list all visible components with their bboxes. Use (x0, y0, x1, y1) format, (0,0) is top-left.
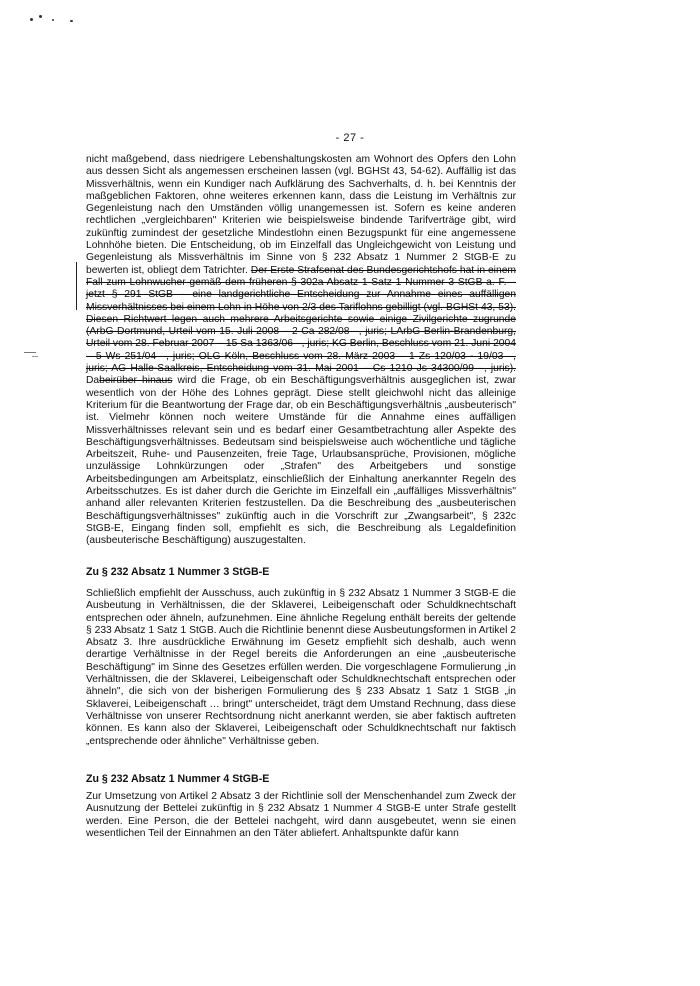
paragraph-1-text: nicht maßgebend, dass niedrigere Lebenshaltungskosten am Wohnort des Opfers den Lohn aus dessen Sicht als angemessen erscheinen lassen (vgl. BGHSt 43, 54-62). Auffällig ist das Missverhältnis, wenn ein Kundiger nach Aufklärung des Sachverhalts, d. h. bei Kenntnis der maßgeblichen Faktoren, ohne weiteres erkennen kann, dass die Leistung im Verhältnis zur Gegenleistung nach den Umständen völlig unangemessen ist. Sofern es keine anderen rechtlichen „vergleichbaren" Kriterien wie beispielsweise bindende Tarifverträge gibt, wird zukünftig zumindest der gesetzliche Mindestlohn einen Bezugspunkt für eine angemessene Lohnhöhe bieten. Die Entscheidung, ob im Einzelfall das Ungleichgewicht von Leistung und Gegenleistung als Missverhältnis im Sinne von § 232 Absatz 1 Nummer 2 StGB-E zu bewerten ist, obliegt dem Tatrichter. (86, 154, 516, 276)
paragraph-2: Schließlich empfiehlt der Ausschuss, auch zukünftig in § 232 Absatz 1 Nummer 3 StGB-E die Ausbeutung in Verhältnissen, die der Sklaverei, Leibeigenschaft oder Schuldknechtschaft entsprechen oder ähneln, aufzunehmen. Eine ähnliche Regelung enthält bereits der geltende § 233 Absatz 1 Satz 1 StGB. Auch die Richtlinie benennt diese Ausbeutungsformen in Artikel 2 Absatz 3. Ihre ausdrückliche Erwähnung im Gesetz empfiehlt sich deshalb, auch wenn derartige Verhältnisse in der Regel bereits die Anforderungen an eine „ausbeuterische Beschäftigung" im Sinne des Gesetzes erfüllen werden. Die vorgeschlagene Formulierung „in Verhältnissen, die der Sklaverei, Leibeigenschaft oder Schuldknechtschaft entsprechen oder ähneln", die sich von der bisherigen Formulierung des § 233 Absatz 1 Satz 1 StGB „in Sklaverei, Leibeigenschaft … bringt" unterscheidet, trägt dem Umstand Rechnung, dass diese Verhältnisse von unserer Rechtsordnung nicht anerkannt werden, sie aber faktisch auftreten können. Es kann also der Sklaverei, Leibeigenschaft oder Schuldknechtschaft nur faktisch „entsprechende oder ähnliche" Verhältnisse geben. (86, 588, 516, 747)
paragraph-3: Zur Umsetzung von Artikel 2 Absatz 3 der Richtlinie soll der Menschenhandel zum Zweck der Ausnutzung der Bettelei zukünftig in § 232 Absatz 1 Nummer 4 StGB-E unter Strafe gestellt werden. Eine Person, die der Bettelei nachgeht, wird dann ausgebeutet, wenn sie einen wesentlichen Teil der Einnahmen an den Täter abliefert. Anhaltspunkte dafür kann (86, 791, 516, 839)
scan-speck (30, 18, 33, 21)
struck-word: beirüber hinaus (99, 375, 173, 387)
paragraph-1-lead: Da (86, 375, 100, 387)
section-heading-nr4: Zu § 232 Absatz 1 Nummer 4 StGB-E (86, 773, 270, 785)
scan-speck (39, 15, 42, 18)
page-number: - 27 - (335, 132, 365, 144)
paragraph-1 (86, 154, 516, 548)
section-heading-nr3: Zu § 232 Absatz 1 Nummer 3 StGB-E (86, 566, 270, 578)
margin-mark (24, 352, 36, 353)
scan-speck (52, 19, 54, 21)
struck-passage: Der Erste Strafsenat des Bundesgerichtshofs hat in einem Fall zum Lohnwucher gemäß dem früheren § 302a Absatz 1 Satz 1 Nummer 3 StGB a. F. – jetzt § 291 StGB – eine landgerichtliche Entscheidung zur Annahme eines auffälligen Missverhältnisses bei einem Lohn in Höhe von 2/3 des Tariflohns gebilligt (vgl. BGHSt 43, 53). Diesen Richtwert legen auch mehrere Arbeitsgerichte sowie einige Zivilgerichte zugrunde (ArbG Dortmund, Urteil vom 15. Juli 2008 – 2 Ca 282/08 –, juris; LArbG Berlin-Brandenburg, Urteil vom 28. Februar 2007 – 15 Sa 1363/06 –, juris; KG Berlin, Beschluss vom 21. Juni 2004 – 5 Ws 251/04 –, juris; OLG Köln, Beschluss vom 28. März 2003 – 1 Zs 120/03 - 19/03 –, juris; AG Halle-Saalkreis, Entscheidung vom 31. Mai 2001 – Cs 1210 Js 34300/99 –, juris). (86, 264, 516, 375)
margin-mark (32, 356, 38, 357)
scan-speck (70, 20, 73, 22)
change-bar (76, 262, 77, 310)
paragraph-1-continued: wird die Frage, ob ein Beschäftigungsverhältnis ausgeglichen ist, zwar wesentlich von der Höhe des Lohnes geprägt. Diese stellt gleichwohl nicht das alleinige Kriterium für die Beantwortung der Frage dar, ob ein Beschäftigungsverhältnis „ausbeuterisch" ist. Vielmehr können noch weitere Umstände für die Annahme eines auffälligen Missverhältnisses relevant sein und es bedarf einer Gesamtbetrachtung aller Aspekte des Beschäftigungsverhältnisses. Bedeutsam sind beispielsweise auch wöchentliche und tägliche Arbeitszeit, Ruhe- und Pausenzeiten, freie Tage, Urlaubsansprüche, Provisionen, mögliche unzulässige Lohnkürzungen oder „Strafen" des Arbeitgebers und sonstige Arbeitsbedingungen am Arbeitsplatz, einschließlich der Einhaltung anerkannter Regeln des Arbeitsschutzes. Es ist daher durch die Gerichte im Einzelfall ein „auffälliges Missverhältnis" anhand aller relevanten Kriterien festzustellen. Da die Beschreibung des „ausbeuterischen Beschäftigungsverhältnisses" zukünftig auch in die Vorschrift zur „Zwangsarbeit", § 232c StGB-E, Eingang finden soll, empfiehlt es sich, die Beschreibung als Legaldefinition (ausbeuterische Beschäftigung) auszugestalten. (86, 375, 516, 547)
